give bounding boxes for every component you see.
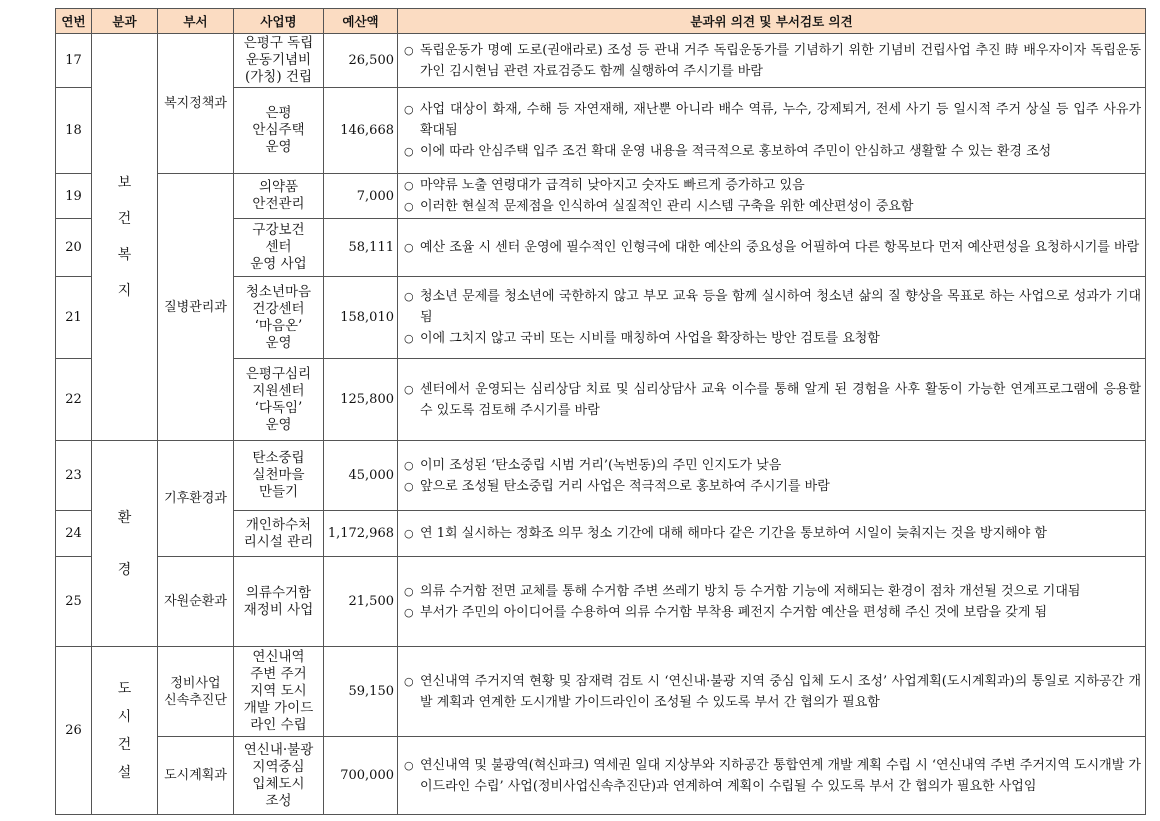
project-name-cell — [234, 557, 324, 647]
header-department: 부서 — [158, 9, 234, 34]
budget-amount: 125,800 — [324, 359, 398, 441]
category-char: 경 — [117, 561, 132, 578]
department-cell: 자원순환과 — [158, 557, 234, 647]
bullet-mark: ○ — [404, 758, 414, 772]
project-name-line: 개발 가이드 — [243, 700, 314, 716]
project-name-line: ‘마음온’ — [254, 317, 303, 334]
budget-amount: 21,500 — [324, 557, 398, 647]
category-char: 도 — [117, 680, 132, 697]
category-char: 설 — [117, 764, 132, 781]
opinion-text: 독립운동가 명예 도로(권애라로) 조성 등 관내 거주 독립운동가를 기념하기 위한 기념비 건립사업 추진 時 배우자이자 독립운동가인 김시현님 관련 자료검증도 함께 실행하여 주시기를 바람 — [420, 42, 1141, 79]
row-number: 17 — [56, 34, 92, 88]
project-name-line: 연신내역 — [252, 649, 305, 665]
project-name-line: 지원센터 — [252, 382, 305, 399]
project-name-cell — [234, 737, 324, 815]
bullet-mark: ○ — [404, 145, 414, 158]
project-name-line: 운영 사업 — [250, 256, 307, 272]
opinion-item — [404, 237, 1141, 258]
bullet-mark: ○ — [404, 332, 414, 345]
project-name-cell — [234, 359, 324, 441]
table-row — [56, 647, 1146, 737]
row-number: 19 — [56, 174, 92, 219]
opinion-text: 마약류 노출 연령대가 급격히 낮아지고 숫자도 빠르게 증가하고 있음 — [420, 178, 805, 193]
opinion-item — [404, 523, 1141, 544]
table-row — [56, 737, 1146, 815]
project-name-line: 구강보건 — [252, 222, 305, 238]
opinion-text: 부서가 주민의 아이디어를 수용하여 의류 수거함 부착용 폐전지 수거함 예산을 편성해 주신 것에 보람을 갖게 됨 — [420, 604, 1048, 620]
category-cell — [92, 34, 158, 441]
bullet-mark: ○ — [404, 527, 414, 540]
opinion-text: 이에 그치지 않고 국비 또는 시비를 매칭하여 사업을 확장하는 방안 검토를 요청함 — [420, 331, 880, 346]
row-number: 26 — [56, 647, 92, 815]
project-name-line: (가칭) 건립 — [245, 69, 312, 85]
project-name-line: 탄소중립 — [252, 450, 305, 466]
bullet-mark: ○ — [404, 43, 414, 57]
opinion-text: 이미 조성된 ‘탄소중립 시범 거리’(녹번동)의 주민 인지도가 낮음 — [420, 457, 782, 473]
project-name-line: 만들기 — [258, 484, 299, 500]
row-number: 20 — [56, 219, 92, 277]
opinion-item — [404, 141, 1141, 162]
project-name-line: 조성 — [265, 792, 292, 809]
budget-amount: 59,150 — [324, 647, 398, 737]
project-name-line: 청소년마음 — [245, 283, 312, 300]
bullet-mark: ○ — [404, 382, 414, 396]
budget-review-table — [55, 8, 1146, 815]
opinion-text: 센터에서 운영되는 심리상담 치료 및 심리상담사 교육 이수를 통해 알게 된 경험을 사후 활동이 가능한 연계프로그램에 응용할 수 있도록 검토해 주시기를 바람 — [420, 381, 1141, 418]
project-name-cell — [234, 219, 324, 277]
table-row — [56, 557, 1146, 647]
header-category: 분과 — [92, 9, 158, 34]
project-name-line: 안전관리 — [252, 196, 305, 212]
category-cell — [92, 441, 158, 647]
row-number: 22 — [56, 359, 92, 441]
project-name-line: 연신내·불광 — [243, 741, 314, 758]
project-name-line: 실천마을 — [252, 467, 305, 483]
department-cell: 복지정책과 — [158, 34, 234, 174]
category-char: 건 — [117, 736, 132, 753]
category-char: 복 — [117, 247, 132, 263]
project-name-line: 은평구심리 — [245, 365, 312, 382]
opinion-text: 사업 대상이 화재, 수해 등 자연재해, 재난뿐 아니라 배수 역류, 누수, 강제퇴거, 전세 사기 등 일시적 주거 상실 등 입주 사유가 확대됨 — [420, 102, 1141, 138]
budget-amount: 7,000 — [324, 174, 398, 219]
opinion-cell — [398, 219, 1146, 277]
opinion-item — [404, 286, 1141, 328]
department-cell: 도시계획과 — [158, 737, 234, 815]
opinion-cell — [398, 511, 1146, 557]
row-number: 21 — [56, 277, 92, 359]
opinion-text: 예산 조율 시 센터 운영에 필수적인 인형극에 대한 예산의 중요성을 어필하여 다른 항목보다 먼저 예산편성을 요청하시기를 바람 — [420, 240, 1140, 255]
project-name-line: 운동기념비 — [245, 52, 312, 68]
opinion-cell — [398, 647, 1146, 737]
opinion-item — [404, 379, 1141, 421]
opinion-cell — [398, 277, 1146, 359]
project-name-line: 운영 — [265, 334, 292, 351]
opinion-text: 이러한 현실적 문제점을 인식하여 실질적인 관리 시스템 구축을 위한 예산편성이 중요함 — [420, 199, 914, 214]
opinion-text: 연 1회 실시하는 정화조 의무 청소 기간에 대해 해마다 같은 기간을 통보하여 시일이 늦춰지는 것을 방지해야 함 — [420, 526, 1047, 541]
category-char: 건 — [117, 211, 132, 227]
opinion-text: 청소년 문제를 청소년에 국한하지 않고 부모 교육 등을 함께 실시하여 청소년 삶의 질 향상을 목표로 하는 사업으로 성과가 기대됨 — [420, 289, 1141, 325]
department-cell: 질병관리과 — [158, 174, 234, 441]
opinion-cell — [398, 174, 1146, 219]
project-name-line: 건강센터 — [252, 300, 305, 317]
bullet-mark: ○ — [404, 605, 414, 619]
project-name-cell — [234, 511, 324, 557]
opinion-text: 의류 수거함 전면 교체를 통해 수거함 주변 쓰레기 방치 등 수거함 기능에 저해되는 환경이 점차 개선될 것으로 기대됨 — [420, 583, 1081, 599]
bullet-mark: ○ — [404, 584, 414, 598]
department-line: 정비사업 — [170, 675, 221, 691]
opinion-cell — [398, 34, 1146, 88]
opinion-item — [404, 602, 1141, 623]
opinion-item — [404, 455, 1141, 476]
opinion-cell — [398, 88, 1146, 174]
department-cell: 기후환경과 — [158, 441, 234, 557]
project-name-cell — [234, 441, 324, 511]
header-opinion: 분과위 의견 및 부서검토 의견 — [398, 9, 1146, 34]
project-name-cell — [234, 34, 324, 88]
table-row — [56, 174, 1146, 219]
department-line: 신속추진단 — [164, 692, 227, 708]
opinion-item — [404, 581, 1141, 602]
row-number: 23 — [56, 441, 92, 511]
project-name-line: 리시설 관리 — [243, 533, 314, 550]
project-name-line: 안심주택 — [252, 122, 305, 138]
opinion-cell — [398, 557, 1146, 647]
bullet-mark: ○ — [404, 290, 414, 303]
budget-amount: 45,000 — [324, 441, 398, 511]
category-char: 시 — [117, 708, 132, 725]
header-no: 연번 — [56, 9, 92, 34]
opinion-text: 연신내역 및 불광역(혁신파크) 역세권 일대 지상부와 지하공간 통합연계 개발 계획 수립 시 ‘연신내역 주변 주거지역 도시개발 가이드라인 수립’ 사업(정비사업신속추진단)과 연계하여 계획이 수립될 수 있도록 부서 간 협의가 필요한 사업임 — [420, 757, 1141, 794]
opinion-item — [404, 175, 1141, 196]
project-name-line: 운영 — [265, 139, 292, 155]
category-cell — [92, 647, 158, 815]
opinion-item — [404, 671, 1141, 713]
project-name-line: 은평구 독립 — [243, 35, 314, 51]
bullet-mark: ○ — [404, 103, 414, 116]
header-row — [56, 9, 1146, 34]
budget-amount: 146,668 — [324, 88, 398, 174]
bullet-mark: ○ — [404, 458, 414, 472]
category-char: 환 — [117, 509, 132, 526]
category-char: 지 — [117, 283, 132, 299]
project-name-line: 개인하수처 — [245, 516, 312, 533]
opinion-cell — [398, 441, 1146, 511]
project-name-line: 라인 수립 — [250, 717, 307, 733]
project-name-line: 주변 주거 — [250, 666, 307, 682]
opinion-cell — [398, 737, 1146, 815]
budget-amount: 158,010 — [324, 277, 398, 359]
project-name-cell — [234, 174, 324, 219]
project-name-line: 운영 — [265, 416, 292, 433]
project-name-cell — [234, 88, 324, 174]
budget-amount: 58,111 — [324, 219, 398, 277]
header-budget: 예산액 — [324, 9, 398, 34]
opinion-cell — [398, 359, 1146, 441]
department-cell — [158, 647, 234, 737]
project-name-line: 센터 — [265, 239, 292, 255]
project-name-line: 재정비 사업 — [243, 601, 314, 618]
budget-amount: 26,500 — [324, 34, 398, 88]
project-name-line: ‘다독임’ — [254, 399, 303, 416]
bullet-mark: ○ — [404, 200, 414, 213]
opinion-item — [404, 40, 1141, 82]
opinion-item — [404, 196, 1141, 217]
project-name-cell — [234, 277, 324, 359]
opinion-text: 이에 따라 안심주택 입주 조건 확대 운영 내용을 적극적으로 홍보하여 주민이 안심하고 생활할 수 있는 환경 조성 — [420, 144, 1052, 159]
opinion-item — [404, 755, 1141, 797]
bullet-mark: ○ — [404, 674, 414, 688]
row-number: 25 — [56, 557, 92, 647]
category-char: 보 — [117, 175, 132, 191]
project-name-line: 지역중심 — [252, 758, 305, 775]
opinion-item — [404, 99, 1141, 141]
opinion-item — [404, 476, 1141, 497]
row-number: 18 — [56, 88, 92, 174]
opinion-item — [404, 328, 1141, 349]
budget-amount: 1,172,968 — [324, 511, 398, 557]
project-name-line: 은평 — [265, 105, 292, 121]
opinion-text: 연신내역 주거지역 현황 및 잠재력 검토 시 ‘연신내·불광 지역 중심 입체 도시 조성’ 사업계획(도시계획과)의 통일로 지하공간 개발 계획과 연계한 도시개발 가이드라인이 조성될 수 있도록 부서 간 협의가 필요함 — [420, 673, 1141, 710]
project-name-line: 의약품 — [258, 179, 299, 195]
budget-amount: 700,000 — [324, 737, 398, 815]
row-number: 24 — [56, 511, 92, 557]
project-name-line: 지역 도시 — [250, 683, 307, 699]
project-name-cell — [234, 647, 324, 737]
opinion-text: 앞으로 조성될 탄소중립 거리 사업은 적극적으로 홍보하여 주시기를 바람 — [420, 478, 830, 494]
project-name-line: 의류수거함 — [245, 584, 312, 601]
bullet-mark: ○ — [404, 241, 414, 254]
table-row — [56, 34, 1146, 88]
bullet-mark: ○ — [404, 179, 414, 192]
project-name-line: 입체도시 — [252, 775, 305, 792]
bullet-mark: ○ — [404, 479, 414, 493]
header-project: 사업명 — [234, 9, 324, 34]
table-row — [56, 441, 1146, 511]
